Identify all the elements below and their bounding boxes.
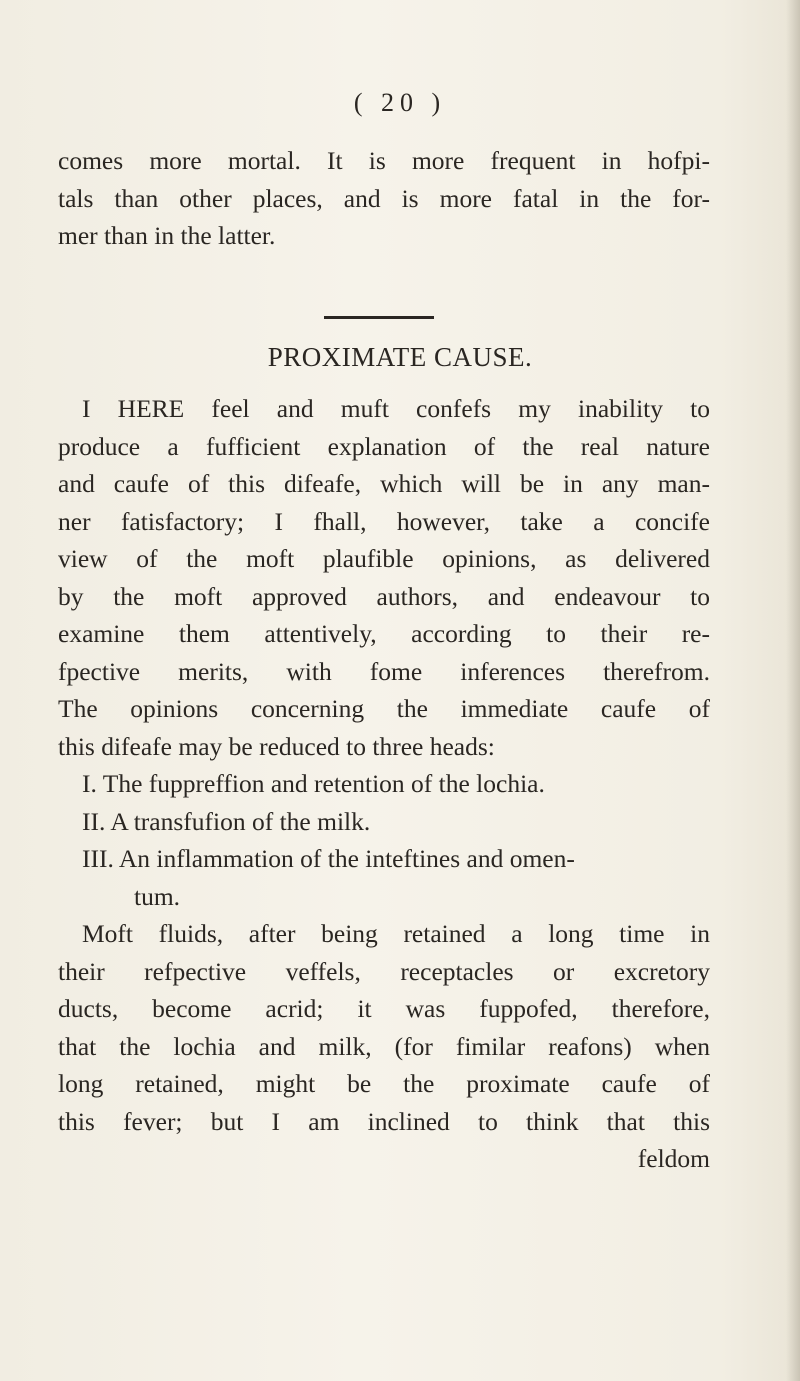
- text-line: Moft fluids, after being retained a long time in: [82, 919, 710, 948]
- text-line: and caufe of this difeafe, which will be in any man-: [58, 469, 710, 498]
- list-item: tum.: [134, 881, 181, 911]
- text-line: ner fatisfactory; I fhall, however, take a concife: [58, 506, 710, 536]
- text-line: this fever; but I am inclined to think that this: [58, 1106, 710, 1136]
- text-line: The opinions concerning the immediate caufe of: [58, 694, 710, 723]
- page-edge-shadow: [786, 0, 800, 1381]
- paragraph-1: [58, 390, 710, 765]
- text-line: this difeafe may be reduced to three heads:: [58, 731, 495, 761]
- section-divider: [324, 316, 434, 319]
- list-of-heads: [58, 765, 710, 915]
- text-line: view of the moft plaufible opinions, as delivered: [58, 544, 710, 573]
- text-line: ducts, become acrid; it was fuppofed, therefore,: [58, 994, 710, 1023]
- text-line: mer than in the latter.: [58, 221, 276, 250]
- paragraph-2: [58, 915, 710, 1178]
- text-line: produce a fufficient explanation of the real nature: [58, 431, 710, 461]
- intro-paragraph: [58, 142, 710, 255]
- text-line: that the lochia and milk, (for fimilar reafons) when: [58, 1031, 710, 1061]
- text-line: I HERE feel and muft confefs my inability to: [82, 394, 710, 423]
- list-item: I. The fuppreffion and retention of the lochia.: [82, 769, 545, 798]
- section-heading: PROXIMATE CAUSE.: [267, 342, 533, 372]
- catchword: feldom: [637, 1144, 710, 1173]
- text-line: long retained, might be the proximate caufe of: [58, 1069, 710, 1098]
- text-line: by the moft approved authors, and endeavour to: [58, 581, 710, 611]
- list-item: II. A transfufion of the milk.: [82, 806, 371, 836]
- text-line: tals than other places, and is more fatal in the for-: [58, 183, 710, 213]
- page-number: ( 20 ): [353, 88, 447, 117]
- list-item: III. An inflammation of the inteftines and omen-: [82, 844, 575, 873]
- text-line: examine them attentively, according to their re-: [58, 619, 710, 648]
- text-line: their refpective veffels, receptacles or excretory: [58, 956, 710, 986]
- text-line: comes more mortal. It is more frequent in hofpi-: [58, 146, 710, 175]
- text-line: fpective merits, with fome inferences therefrom.: [58, 656, 710, 686]
